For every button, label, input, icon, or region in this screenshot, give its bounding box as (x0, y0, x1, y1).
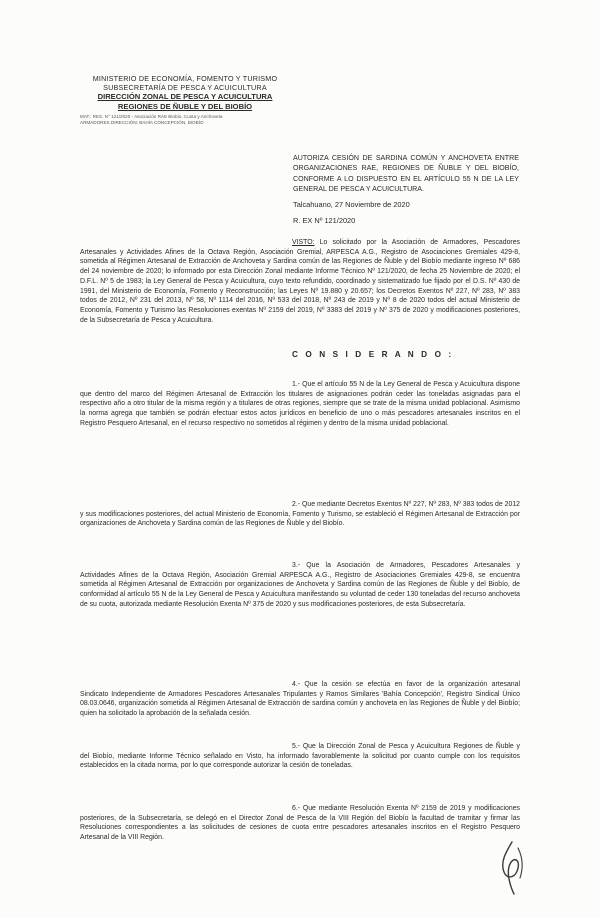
considerando-item (80, 500, 520, 529)
considerando-text: 6.- Que mediante Resolución Exenta Nº 2159 de 2019 y modificaciones posteriores, de la Subsecretaría, se delegó en el Director Zonal de Pesca de la VIII Región del Biobío la facultad de tramitar y firmar las Resoluciones correspondientes a las solicitudes de cesiones de cuota entre pescadores artesanales inscritos en el Registro Pesquero Artesanal de la VIII Región. (80, 805, 520, 842)
resolution-number: R. EX Nº 121/2020 (293, 216, 356, 225)
place-date: Talcahuano, 27 Noviembre de 2020 (293, 200, 410, 209)
subsecretariat-line: SUBSECRETARÍA DE PESCA Y ACUICULTURA (103, 83, 267, 92)
considerando-text: 3.- Que la Asociación de Armadores, Pescadores Artesanales y Actividades Afines de la Octava Región, Asociación Gremial ARPESCA A.G., Registro de Asociaciones Gremiales 429-8, se encuentra sometida al Régimen Artesanal de Extracción por organizaciones de Anchoveta y Sardina común de las Regiones de Ñuble y del Biobío, de conformidad al artículo 55 N de la Ley General de Pesca y Acuicultura manifestando su voluntad de ceder 130 toneladas del recurso anchoveta de su cuota, autorizada mediante Resolución Exenta Nº 375 de 2020 y sus modificaciones posteriores, de esta Subsecretaría. (80, 562, 520, 608)
considerando-text: 1.- Que el artículo 55 N de la Ley General de Pesca y Acuicultura dispone que dentro del marco del Régimen Artesanal de Extracción los titulares de asignaciones podrán ceder las toneladas asignadas para el respectivo año a otro titular de la misma región y a titulares de otras regiones, siempre que se trate de la misma unidad poblacional. Asimismo la norma agrega que también se podrán efectuar estos actos jurídicos en beneficio de uno o más pescadores artesanales inscritos en el Registro Pesquero Artesanal, en el recurso respectivo no sometidos al régimen y dentro de la misma unidad poblacional. (80, 381, 520, 427)
ministry-line: MINISTERIO DE ECONOMÍA, FOMENTO Y TURISMO (92, 74, 278, 83)
considerando-heading: C O N S I D E R A N D O : (292, 350, 454, 359)
considerando-text: 2.- Que mediante Decretos Exentos Nº 227, Nº 283, Nº 383 todos de 2012 y sus modificaciones posteriores, del actual Ministerio de Economía, Fomento y Turismo, se estableció el Régimen Artesanal de Extracción por organizaciones de Anchoveta y Sardina común de las Regiones de Ñuble y del Biobío. (80, 501, 520, 528)
considerando-text: 4.- Que la cesión se efectúa en favor de la organización artesanal Sindicato Independiente de Armadores Pescadores Artesanales Tripulantes y Ramos Similares 'Bahía Concepción', Registro Sindical Único 08.03.0646, organización sometida al Régimen Artesanal de Extracción de sardina común y anchoveta en las Regiones de Ñuble y del Biobío; quien ha solicitado la aprobación de la señalada cesión. (80, 681, 520, 718)
visto-paragraph (80, 238, 520, 325)
considerando-item (80, 561, 520, 610)
zonal-direction-line: DIRECCIÓN ZONAL DE PESCA Y ACUICULTURA (97, 92, 273, 101)
visto-label: VISTO: (292, 239, 315, 246)
reference-line-2: ARMADORES DIRECCIÓN: BAHÍA CONCEPCIÓN, BIOBÍO (80, 120, 204, 125)
regions-line: REGIONES DE ÑUBLE Y DEL BIOBÍO (117, 101, 253, 111)
handwritten-initials-mark (492, 838, 532, 898)
considerando-item (80, 804, 520, 843)
considerando-text: 5.- Que la Dirección Zonal de Pesca y Acuicultura Regiones de Ñuble y del Biobío, mediante Informe Técnico señalado en Visto, ha informado favorablemente la solicitud por cuanto cumple con los requisitos establecidos en la citada norma, por lo que corresponde autorizar la cesión de toneladas. (80, 743, 520, 770)
considerando-item (80, 680, 520, 719)
letterhead (80, 74, 290, 126)
considerando-item (80, 742, 520, 771)
visto-text: Lo solicitado por la Asociación de Armadores, Pescadores Artesanales y Actividades Afines de la Octava Región, Asociación Gremial, ARPESCA A.G., Registro de Asociaciones Gremiales 429-8, sometida al Régimen Artesanal de Extracción de Anchoveta y Sardina común de las Regiones de Ñuble y del Biobío mediante ingreso Nº 686 del 24 noviembre de 2020; lo informado por esta Dirección Zonal mediante Informe Técnico Nº 121/2020, de fecha 25 Noviembre de 2020; el D.F.L. Nº 5 de 1983; la Ley General de Pesca y Acuicultura, cuyo texto refundido, coordinado y sistematizado fue fijado por el D.S. Nº 430 de 1991, del Ministerio de Economía, Fomento y Reconstrucción; las Leyes Nº 19.880 y 20.657; los Decretos Exentos Nº 227, Nº 283, Nº 383 todos de 2012, Nº 231 del 2013, Nº 58, Nº 1114 del 2016, Nº 533 del 2018, Nº 243 de 2019 y Nº 8 de 2020 todos del actual Ministerio de Economía, Fomento y Turismo las Resoluciones exentas Nº 2159 del 2019, Nº 3383 del 2019 y Nº 375 de 2020 y modificaciones posteriores, de la Subsecretaría de Pesca y Acuicultura. (80, 239, 520, 324)
reference-line-1: MAT.: RES. N° 121/2020 - Asociación RAE Biobío, Cuota y Anchoveta (80, 114, 223, 119)
considerando-item (80, 380, 520, 429)
resolution-subject: AUTORIZA CESIÓN DE SARDINA COMÚN Y ANCHOVETA ENTRE ORGANIZACIONES RAE, REGIONES DE ÑUBLE Y DEL BIOBÍO, CONFORME A LO DISPUESTO EN EL ARTÍCULO 55 N DE LA LEY GENERAL DE PESCA Y ACUICULTURA. (293, 154, 519, 193)
